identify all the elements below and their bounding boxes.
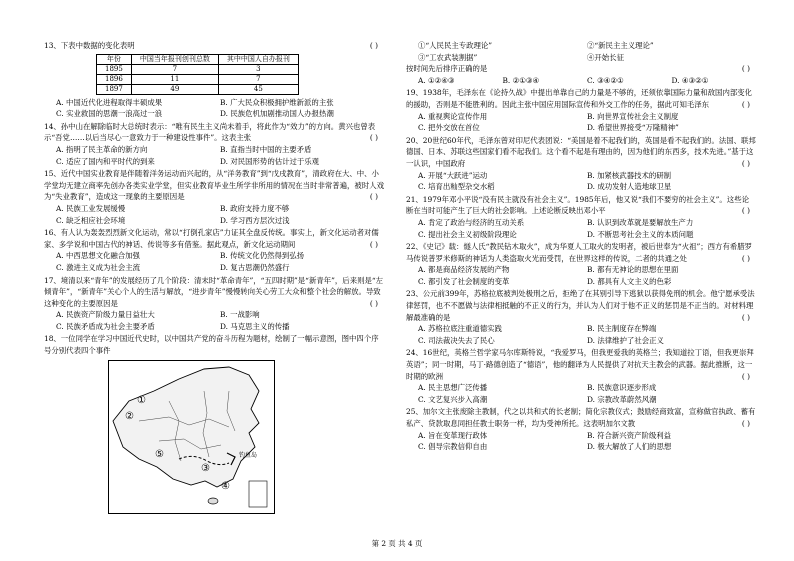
option-a[interactable]: A. 民族工业发展缓慢 <box>56 203 126 213</box>
table-cell: 1896 <box>97 74 132 84</box>
question-18 <box>44 333 384 356</box>
option-d[interactable]: D. 学习西方层次过浅 <box>220 215 290 225</box>
marker-item: ②“新民主主义理论” <box>587 41 654 50</box>
marker-item: ①“人民民主专政理论” <box>418 41 493 50</box>
answer-bracket[interactable]: ( ) <box>741 253 750 263</box>
question-stem-text: 19、1938年，毛泽东在《论持久战》中提出单靠自己的力量是不够的，还须依靠国际力量和敌国内部变化的援助，否则是不能胜利的。因此主张中国应用国际宣传和外交工作的任务，据此可知毛泽东 <box>406 88 753 109</box>
option-a[interactable]: A. 苏格拉底注重道德实践 <box>418 324 502 334</box>
option-b[interactable]: B. 直指当时中国的主要矛盾 <box>220 144 312 154</box>
question-stem: 18、一位同学在学习中国近代史时，以中国共产党的奋斗历程为题材，绘制了一幅示意图，图中四个序号分别代表四个事件 <box>44 334 379 356</box>
answer-bracket[interactable]: ( ) <box>741 158 750 168</box>
option-c[interactable]: C. 文艺复兴步入高潮 <box>418 394 488 404</box>
option-b[interactable]: B. 传统文化仍然得到弘扬 <box>220 251 305 261</box>
question-stem-text: 24、16世纪，英格兰哲学家马尔库斯特说，“我爱罗马，但我更爱我的英格兰；我知道拉丁语，但我更崇拜英语”；同一时期，马丁·路德创造了“德语”，他的翻译为人民提供了对抗天主教会的武器。据此推断，这一时期的欧洲 <box>406 348 754 381</box>
options <box>406 264 756 287</box>
map-label: ⑤ <box>155 448 164 460</box>
table-cell: 7 <box>218 74 298 84</box>
option-d[interactable]: D. 极大解放了人们的思想 <box>587 442 672 452</box>
option-d[interactable]: D. 宗教改革蔚然风潮 <box>587 394 657 404</box>
options <box>406 323 756 346</box>
question-13 <box>44 40 384 120</box>
table-cell: 11 <box>131 74 218 84</box>
map-outline <box>109 361 274 513</box>
option-b[interactable]: B. 向世界宣传社会主义制度 <box>587 111 679 121</box>
table-cell: 3 <box>218 64 298 74</box>
option-d[interactable]: D. 法律维护了社会正义 <box>587 335 664 345</box>
option-a[interactable]: A. 肯定了政治与经济的互动关系 <box>418 217 525 227</box>
option-b[interactable]: B. ②①③④ <box>502 75 540 85</box>
question-stem-text: 20、20世纪60年代，毛泽东曾对印尼代表团说：“美国是着不起我们的，英国是看不起我们的。法国、联邦德国、日本、苏联这些国家们看不起我们。这个看不起是有理由的，因为他们的东西多，技术先进。”基于这一认识，中国政府 <box>406 135 756 168</box>
table-row <box>97 74 299 84</box>
question-stem-text: 17、境清以来“青年”的发展经历了几个阶段：清末时“革命青年”，“五四时期”是“新青年”，后来则是“左倾青年”，“新青年”关心个人的生活与解放，“进步青年”慢慢转向关心劳工大众和整个社会的解放。导致这种变化的主要原因是 <box>44 275 384 308</box>
question-stem <box>44 168 384 203</box>
table-cell: 45 <box>218 84 298 94</box>
table-row <box>97 84 299 94</box>
question-stem <box>44 227 384 250</box>
option-c[interactable]: C. ③④②① <box>587 75 624 85</box>
options <box>44 203 384 226</box>
answer-bracket[interactable]: ( ) <box>369 298 378 308</box>
option-c[interactable]: C. 民族矛盾成为社会主要矛盾 <box>56 321 155 331</box>
option-d[interactable]: D. 民族危机加剧推动国人办报热潮 <box>220 109 334 119</box>
option-b[interactable]: B. 符合新兴资产阶级利益 <box>587 430 672 440</box>
marker-row <box>418 40 756 52</box>
options <box>406 382 756 405</box>
option-a[interactable]: A. 都是商品经济发展的产物 <box>418 265 510 275</box>
options <box>406 430 756 453</box>
table-cell: 7 <box>131 64 218 74</box>
question-18-continued <box>406 63 756 86</box>
answer-bracket[interactable]: ( ) <box>369 133 378 143</box>
question-25 <box>406 406 756 452</box>
option-b[interactable]: B. 一战影响 <box>220 310 260 320</box>
option-c[interactable]: C. 把外交放在首位 <box>418 123 480 133</box>
option-a[interactable]: A. 中国近代化进程取得丰硕成果 <box>56 97 163 107</box>
table-cell: 1897 <box>97 84 132 94</box>
option-b[interactable]: B. 广大民众积极拥护维新派的主张 <box>220 97 334 107</box>
question-stem-text: 22、《史记》载：燧人氏“教民钻木取火”，成为华夏人工取火的发明者，被后世奉为“火祖”；西方有希腊罗马传说普罗米修斯的神话为人类盗取火光而受罚，在世界这样的传说，二者的共通之处 <box>406 242 753 263</box>
answer-bracket[interactable]: ( ) <box>369 192 378 202</box>
option-a[interactable]: A. 开展“大跃进”运动 <box>418 170 488 180</box>
option-b[interactable]: B. 加紧核武器技术的研制 <box>587 170 672 180</box>
map-label: ② <box>125 410 134 422</box>
answer-bracket[interactable]: ( ) <box>741 419 750 428</box>
option-a[interactable]: A. 中西思想文化融合加强 <box>56 251 140 261</box>
table-cell: 49 <box>131 84 218 94</box>
question-stem <box>406 241 756 264</box>
option-a[interactable]: A. 旨在变革现行政体 <box>418 430 488 440</box>
data-table <box>96 54 299 95</box>
question-stem-text: 21、1979年邓小平说“没有民主就没有社会主义”。1985年后，他又说“我们不要穷的社会主义”。这些论断在当时可能产生了巨大的社会影响。上述论断反映出邓小平 <box>406 194 749 216</box>
option-c[interactable]: C. 提出社会主义初级阶段理论 <box>418 229 517 239</box>
map-label: ④ <box>221 480 230 492</box>
options <box>44 97 384 120</box>
event-markers <box>406 40 756 63</box>
answer-bracket[interactable]: ( ) <box>741 206 750 216</box>
question-22 <box>406 241 756 287</box>
option-b[interactable]: B. 民族意识逐步形成 <box>587 383 657 393</box>
options <box>44 309 384 332</box>
option-c[interactable]: C. 培育出籼型杂交水稻 <box>418 182 495 192</box>
answer-bracket[interactable]: ( ) <box>369 41 378 50</box>
question-stem: 13、下表中数据的变化表明 <box>44 41 135 50</box>
question-21 <box>406 194 756 240</box>
question-17 <box>44 275 384 333</box>
question-stem <box>406 194 756 217</box>
options <box>406 75 756 87</box>
question-stem <box>44 275 384 310</box>
option-b[interactable]: B. 认识到改革就是要解放生产力 <box>587 217 694 227</box>
question-16 <box>44 227 384 273</box>
option-a[interactable]: A. ①②④③ <box>418 75 455 85</box>
question-stem-text: 14、孙中山在解除临时大总统时表示：“唯有民生主义尚未着手，将此作为“效力”的方向。黄兴也曾表示“吾党……以后当尽心一意致力于一种建设性事件”。这表主张 <box>44 121 376 143</box>
question-stem-text: 16、有人认为轰轰烈烈新文化运动，常以“打倒孔家店”力证其全盘反传统。事实上，新文化运动者对儒家、多学说和中国古代的神话、传说等多有借鉴。据此观点，新文化运动期间 <box>44 228 379 249</box>
question-19 <box>406 87 756 133</box>
right-column <box>406 40 756 454</box>
question-stem <box>406 406 756 429</box>
option-b[interactable]: B. 民主制度存在弊端 <box>587 324 657 334</box>
option-d[interactable]: D. 对民国形势的估计过于乐观 <box>220 156 320 166</box>
question-15 <box>44 168 384 226</box>
option-b[interactable]: B. 都有无神论的思想在里面 <box>587 265 679 275</box>
option-c[interactable]: C. 都引发了社会制度的变革 <box>418 276 510 286</box>
option-d[interactable]: D. 希望世界接受“万隆精神” <box>587 123 679 133</box>
option-d[interactable]: D. 不断思考社会主义的本质问题 <box>587 229 694 239</box>
map-label-diaoyu: 钓鱼岛 <box>239 451 258 459</box>
question-23 <box>406 288 756 346</box>
options <box>406 170 756 193</box>
question-stem: 按时间先后排序正确的是 <box>406 64 488 74</box>
options <box>44 250 384 273</box>
table-header-row <box>97 54 299 64</box>
option-d[interactable]: D. ④③②① <box>671 75 709 85</box>
question-stem <box>44 121 384 144</box>
china-map-figure <box>108 360 275 514</box>
option-d[interactable]: D. 复古思潮仍然盛行 <box>220 262 290 272</box>
options <box>406 217 756 240</box>
answer-bracket[interactable]: ( ) <box>369 239 378 249</box>
marker-item: ④开始长征 <box>587 52 624 62</box>
question-20 <box>406 135 756 193</box>
table-header: 年份 <box>97 54 132 64</box>
table-header: 中国当年报刊创刊总数 <box>131 54 218 64</box>
question-stem <box>406 135 756 170</box>
table-row <box>97 64 299 74</box>
answer-bracket[interactable]: ( ) <box>741 312 750 322</box>
option-d[interactable]: D. 马克思主义的传播 <box>220 321 290 331</box>
option-a[interactable]: A. 重视舆论宣传作用 <box>418 111 488 121</box>
option-d[interactable]: D. 都具有人文主义的色彩 <box>587 276 672 286</box>
question-stem <box>406 87 756 110</box>
options <box>44 144 384 167</box>
table-cell: 1895 <box>97 64 132 74</box>
option-c[interactable]: C. 适应了国内和平时代的到来 <box>56 156 155 166</box>
question-stem-text: 25、加尔文主张废除主教制，代之以共和式的长老制；简化宗教仪式；鼓励经商致富，宣称做官执政、蓄有私产、贷款取息同担任教士职务一样，均为受神所托。这表明加尔文教 <box>406 407 756 428</box>
left-column <box>44 40 384 514</box>
marker-item: ③“工农武装割据” <box>418 52 478 62</box>
option-c[interactable]: C. 缺乏相应社会环境 <box>56 215 126 225</box>
question-stem <box>406 288 756 323</box>
map-label: ③ <box>201 462 210 474</box>
option-c[interactable]: C. 激进主义成为社会主流 <box>56 262 140 272</box>
option-a[interactable]: A. 指明了民主革命的新方向 <box>56 144 148 154</box>
question-14 <box>44 121 384 167</box>
option-c[interactable]: C. 实业救国的思潮一浪高过一浪 <box>56 109 163 119</box>
option-d[interactable]: D. 成功发射人造地球卫星 <box>587 182 672 192</box>
options <box>406 111 756 134</box>
answer-bracket[interactable]: ( ) <box>741 64 750 74</box>
question-stem-text: 23、公元前399年，苏格拉底被判处极刑之后，拒绝了在其别引导下逃狱以获得免刑的机会。他宁愿承受法律惩罚，也不不愿做与法律相抵触的不正义的行为，并认为人们对于他不正义的惩罚是不正当的。对材料理解最准确的是 <box>406 289 755 322</box>
answer-bracket[interactable]: ( ) <box>741 99 750 109</box>
option-a[interactable]: A. 民族资产阶级力量日益壮大 <box>56 310 155 320</box>
option-b[interactable]: B. 政府支持力度不够 <box>220 203 290 213</box>
option-c[interactable]: C. 司法裁决失去了民心 <box>418 335 495 345</box>
question-stem <box>406 347 756 382</box>
marker-row <box>418 52 756 64</box>
table-header: 其中中国人自办报刊 <box>218 54 298 64</box>
question-24 <box>406 347 756 405</box>
question-stem-text: 15、近代中国实业教育是伴随着洋务运动而兴起的，从“洋务教育”到“戊戌教育”，清政府在大、中、小学堂均无建立商率先创办各类实业学堂，但实业教育毕业生所学非所用的情况在当时非常普遍，被时人戏为“失业教育”，造成这一现象的主要原因是 <box>44 169 384 202</box>
option-c[interactable]: C. 倡导宗教信仰自由 <box>418 442 488 452</box>
page-footer: 第 2 页 共 4 页 <box>371 539 423 548</box>
answer-bracket[interactable]: ( ) <box>741 371 750 381</box>
map-label: ① <box>137 394 146 406</box>
option-a[interactable]: A. 民主思想广泛传播 <box>418 383 488 393</box>
